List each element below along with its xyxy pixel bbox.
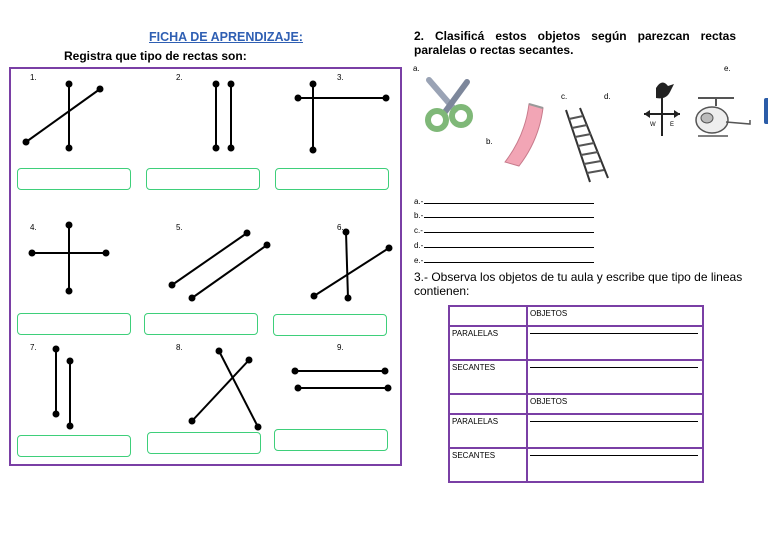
figure-number: 6. [337,223,344,232]
helicopter-icon [690,92,752,144]
figure-8-secant-lines [190,349,261,430]
figure-6-secant-lines [312,230,392,301]
weathervane-icon [640,76,684,138]
table-cell-label: SECANTES [449,360,527,394]
table-cell-answer[interactable] [527,414,703,448]
table-row [449,306,703,326]
answer-box-1[interactable] [17,168,131,190]
object-label-d: d. [604,92,611,101]
table-cell-label: PARALELAS [449,326,527,360]
line-figures [0,0,400,470]
section3-heading: 3.- Observa los objetos de tu aula y escribe que tipo de lineas contienen: [414,270,743,298]
ladder-icon [560,106,616,186]
figure-9-parallel-lines [293,369,391,391]
table-row[interactable] [449,448,703,482]
answer-line-e[interactable]: e.- [414,256,594,265]
answer-box-8[interactable] [147,432,261,454]
figure-2-parallel-lines [214,82,234,151]
object-label-b: b. [486,137,493,146]
figure-number: 2. [176,73,183,82]
figure-5-parallel-lines [170,231,270,301]
object-label-c: c. [561,92,568,101]
svg-text:W: W [650,122,656,128]
answer-line-d[interactable]: d.- [414,241,594,250]
answer-line-c[interactable]: c.- [414,226,594,235]
table-cell-label [449,306,527,326]
object-label-e: e. [724,64,731,73]
worksheet-title: FICHA DE APRENDIZAJE: [149,30,303,44]
figure-number: 8. [176,343,183,352]
figure-4-perpendicular-lines [30,223,109,294]
table-cell-label: PARALELAS [449,414,527,448]
table-cell-answer[interactable] [527,360,703,394]
answer-line-a[interactable]: a.- [414,197,594,206]
figure-number: 5. [176,223,183,232]
figure-1-secant-lines [24,82,103,151]
table-cell-answer[interactable] [527,448,703,482]
answer-box-6[interactable] [273,314,387,336]
figure-number: 7. [30,343,37,352]
cropped-object-edge [764,98,768,124]
figure-number: 1. [30,73,37,82]
table-cell-label: SECANTES [449,448,527,482]
table-row[interactable] [449,414,703,448]
figure-7-parallel-lines [54,347,73,429]
answer-line-b[interactable]: b.- [414,211,594,220]
figure-number: 3. [337,73,344,82]
table-cell-header: OBJETOS [527,394,703,414]
table-cell-answer[interactable] [527,326,703,360]
svg-text:E: E [670,122,675,128]
section2-heading: 2. Clasificá estos objetos según parezcan rectas paralelas o rectas secantes. [414,29,736,57]
worksheet-subtitle: Registra que tipo de rectas son: [64,49,247,63]
table-cell-label [449,394,527,414]
scissors-icon [419,76,477,134]
answer-box-2[interactable] [146,168,260,190]
answer-box-3[interactable] [275,168,389,190]
answer-box-7[interactable] [17,435,131,457]
figure-number: 9. [337,343,344,352]
table-cell-header: OBJETOS [527,306,703,326]
table-row[interactable] [449,360,703,394]
figure-3-perpendicular-lines [296,82,389,153]
answer-box-5[interactable] [144,313,258,335]
answer-box-9[interactable] [274,429,388,451]
answer-box-4[interactable] [17,313,131,335]
figure-number: 4. [30,223,37,232]
table-row[interactable] [449,326,703,360]
object-label-a: a. [413,64,420,73]
scarf-icon [499,100,551,170]
objects-table [448,305,704,483]
table-row [449,394,703,414]
